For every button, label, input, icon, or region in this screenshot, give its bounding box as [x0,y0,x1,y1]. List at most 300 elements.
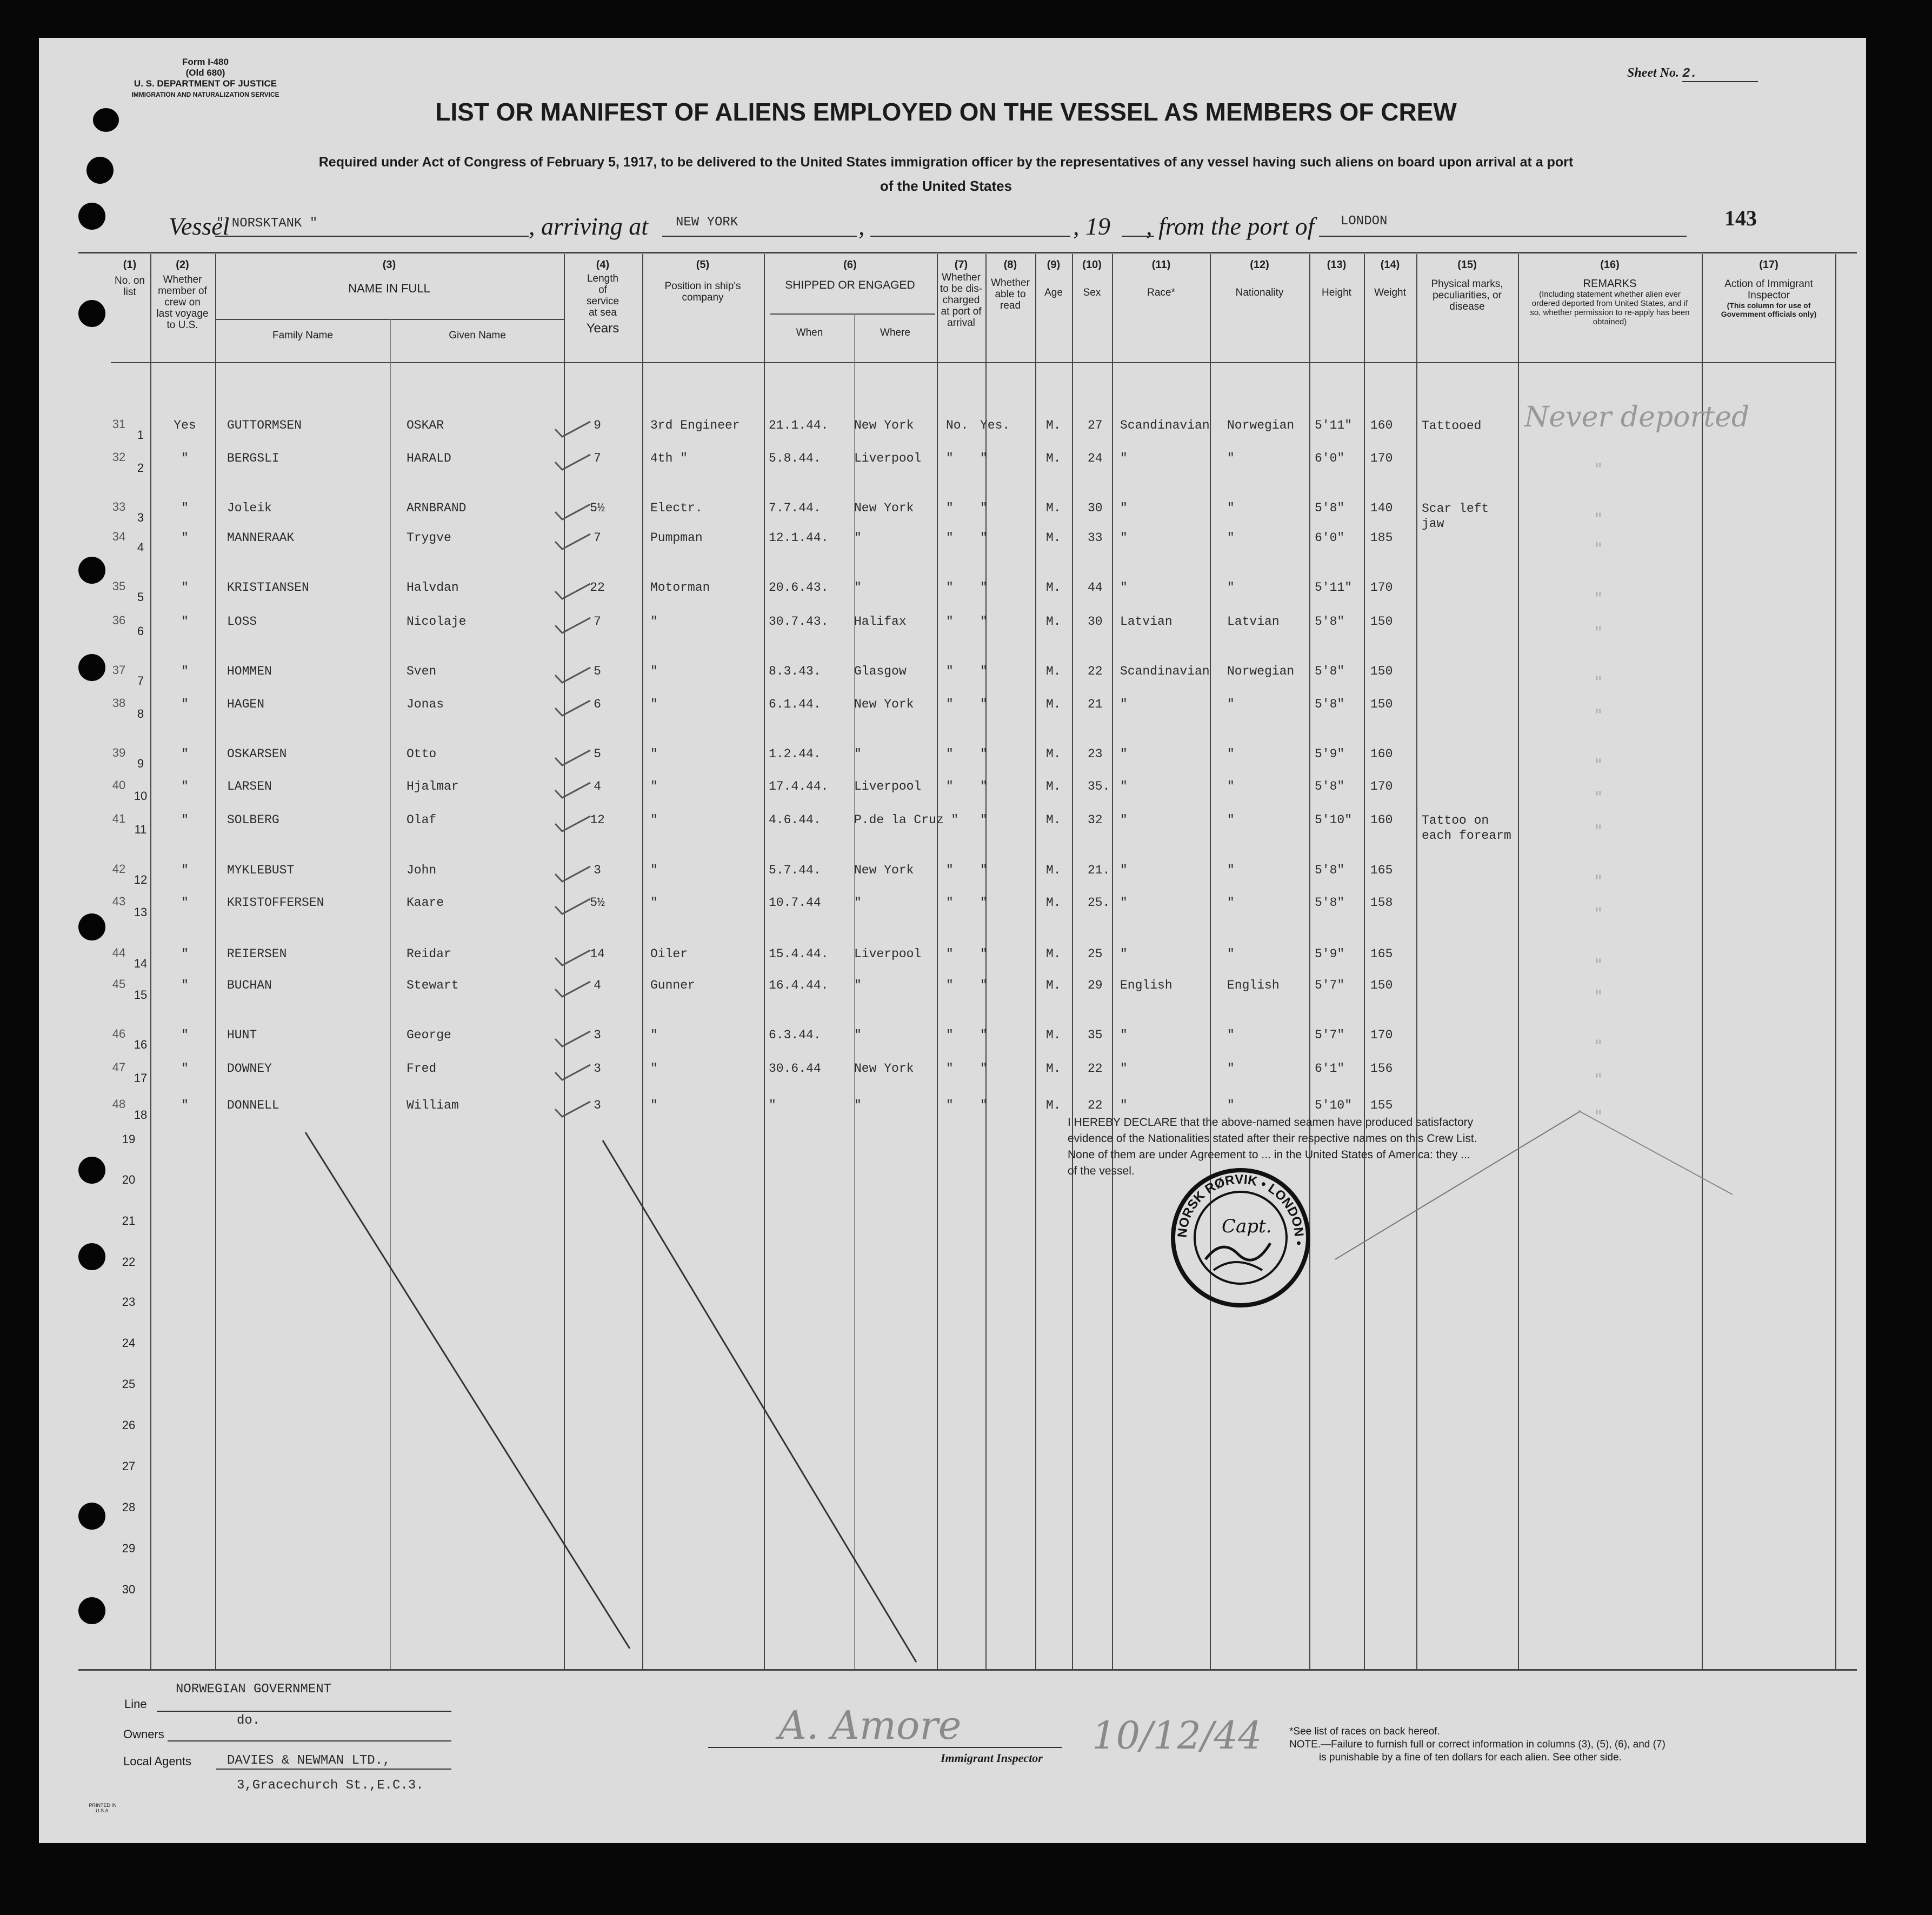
cell-race: " [1120,813,1128,827]
col-header-15: (15) Physical marks, peculiarities, or disease [1431,259,1503,312]
remark-ditto: " [1595,589,1602,608]
remark-ditto: " [1595,904,1602,923]
page-number: 143 [1724,206,1757,230]
inspector-signature: A. Amore [778,1703,962,1748]
cell-when: 15.4.44. [769,947,829,961]
handwritten-row-number: 33 [112,500,126,513]
cell-years: 5½ [590,501,605,515]
cell-height: 5'11" [1315,418,1353,432]
cell-age: 27 [1088,418,1103,432]
row-number: 17 [134,1071,148,1085]
cell-sex: M. [1046,697,1061,711]
cell-family: REIERSEN [227,947,287,961]
cell-read: " [980,1062,988,1076]
cell-read: " [980,664,988,678]
row-number: 22 [122,1255,136,1269]
declaration-text: I HEREBY DECLARE that the above-named seamen have produced satisfactory evidence of the Nationalities stated after their respective names on this Crew List. None of them are under Agreement to ... in the United States of America: they ... of the vessel. [1068,1116,1477,1177]
cell-family: Joleik [227,501,272,515]
cell-race: " [1120,580,1128,595]
form-old-number: (Old 680) [185,68,225,78]
cell-sex: M. [1046,418,1061,432]
cell-weight: 170 [1370,779,1393,793]
cell-weight: 170 [1370,451,1393,465]
cell-given: William [407,1098,459,1112]
row-number: 29 [122,1542,136,1555]
agents-underline [216,1769,451,1770]
cell-where: New York [854,1062,914,1076]
handwritten-row-number: 42 [112,862,126,876]
cell-age: 35 [1088,1028,1103,1042]
remark-ditto: " [1595,788,1602,807]
cell-age: 25. [1088,896,1110,910]
cell-nat: " [1227,779,1235,793]
remark-ditto: " [1595,510,1602,529]
cell-read: " [980,978,988,992]
cell-disch: " [946,863,954,877]
cell-years: 4 [594,978,601,992]
cell-nat: " [1227,1098,1235,1112]
cell-sex: M. [1046,1028,1061,1042]
cell-sex: M. [1046,978,1061,992]
cell-age: 30 [1088,615,1103,629]
remark-ditto: " [1595,956,1602,975]
cell-age: 44 [1088,580,1103,595]
cell-sex: M. [1046,664,1061,678]
cell-read: " [980,580,988,595]
cell-disch: " [946,896,954,910]
manifest-title: LIST OR MANIFEST OF ALIENS EMPLOYED ON THE VESSEL AS MEMBERS OF CREW [435,98,1457,126]
cell-disch: " [946,531,954,545]
cell-nat: " [1227,1028,1235,1042]
cell-weight: 165 [1370,947,1393,961]
cell-weight: 185 [1370,531,1393,545]
row-number: 23 [122,1295,136,1309]
cell-disch: " [946,747,954,761]
cell-sex: M. [1046,451,1061,465]
handwritten-row-number: 48 [112,1097,126,1111]
cell-read: " [980,779,988,793]
cell-age: 30 [1088,501,1103,515]
cell-years: 12 [590,813,605,827]
row-number: 15 [134,988,148,1002]
handwritten-row-number: 47 [112,1060,126,1074]
cell-sex: M. [1046,779,1061,793]
cell-weight: 165 [1370,863,1393,877]
row-number: 1 [137,428,144,442]
strike-line [305,1132,630,1649]
cell-race: " [1120,1098,1128,1112]
cell-last: " [181,615,189,629]
cell-disch: " [946,615,954,629]
cell-last: " [181,779,189,793]
cell-last: " [181,813,189,827]
row-number: 14 [134,957,148,970]
col-header-10: (10) Sex [1082,259,1102,298]
cell-nat: " [1227,813,1235,827]
remark-ditto: " [1595,706,1602,725]
arriving-port: NEW YORK [676,215,738,230]
cell-height: 5'8" [1315,779,1345,793]
cell-position: " [650,664,658,678]
sheet-number-value: 2. [1682,66,1758,82]
cell-family: KRISTOFFERSEN [227,896,324,910]
cell-given: ARNBRAND [407,501,467,515]
cell-where: " [854,978,862,992]
inspector-underline [708,1747,1062,1748]
cell-sex: M. [1046,501,1061,515]
handwritten-row-number: 37 [112,663,126,677]
cell-read: " [980,697,988,711]
stamp-center-text: Capt. [1222,1216,1272,1237]
remark-ditto: " [1595,872,1602,891]
cell-weight: 150 [1370,664,1393,678]
remark-ditto: " [1595,673,1602,692]
cell-family: LARSEN [227,779,272,793]
cell-years: 4 [594,779,601,793]
cell-years: 5 [594,747,601,761]
cell-nat: Norwegian [1227,418,1295,432]
cell-disch: " [946,501,954,515]
cell-race: " [1120,896,1128,910]
row-number: 16 [134,1038,148,1051]
row-number: 24 [122,1336,136,1350]
cell-age: 33 [1088,531,1103,545]
cell-when: 16.4.44. [769,978,829,992]
cell-where: New York [854,418,914,432]
col-header-5: (5) Position in ship's company [664,259,741,303]
cell-read: Yes. [980,418,1010,432]
cell-weight: 140 [1370,501,1393,515]
cell-age: 21. [1088,863,1110,877]
row-number: 5 [137,590,144,604]
cell-given: Jonas [407,697,444,711]
cell-nat: " [1227,697,1235,711]
cell-height: 5'7" [1315,1028,1345,1042]
cell-nat: " [1227,531,1235,545]
cell-where: Liverpool [854,451,922,465]
cell-position: Gunner [650,978,695,992]
cell-where: " [854,531,862,545]
handwritten-row-number: 32 [112,450,126,464]
cell-race: " [1120,501,1128,515]
cell-height: 5'8" [1315,501,1345,515]
cell-age: 21 [1088,697,1103,711]
cell-family: MYKLEBUST [227,863,295,877]
cell-weight: 170 [1370,580,1393,595]
cell-family: BUCHAN [227,978,272,992]
line-label: Line [124,1697,147,1711]
cell-nat: Norwegian [1227,664,1295,678]
cell-family: LOSS [227,615,257,629]
cell-position: Pumpman [650,531,703,545]
cell-given: HARALD [407,451,451,465]
handwritten-row-number: 44 [112,946,126,959]
cell-height: 6'1" [1315,1062,1345,1076]
cell-disch: " [946,580,954,595]
cell-race: English [1120,978,1172,992]
cell-marks: Scar left jaw [1422,502,1489,531]
cell-given: Olaf [407,813,437,827]
cell-when: 4.6.44. [769,813,821,827]
col-header-3a: Family Name [272,330,333,341]
year-label: , 19 [1073,212,1110,240]
cell-race: " [1120,451,1128,465]
cell-when: 6.3.44. [769,1028,821,1042]
agents-value: DAVIES & NEWMAN LTD., [227,1753,391,1768]
cell-weight: 156 [1370,1062,1393,1076]
remark-ditto: " [1595,822,1602,840]
cell-given: Fred [407,1062,437,1076]
cell-where: " [854,580,862,595]
cell-height: 5'8" [1315,896,1345,910]
cell-last: " [181,501,189,515]
cell-last: " [181,1028,189,1042]
cell-sex: M. [1046,1098,1061,1112]
cell-read: " [980,947,988,961]
row-number: 6 [137,624,144,638]
cell-race: " [1120,1062,1128,1076]
cell-family: DOWNEY [227,1062,272,1076]
cell-read: " [980,863,988,877]
cell-position: " [650,779,658,793]
row-number: 18 [134,1108,148,1122]
cell-nat: " [1227,747,1235,761]
sheet-number-label: Sheet No. [1627,66,1679,80]
cell-disch: " [946,664,954,678]
row-number: 21 [122,1214,136,1227]
cell-age: 25 [1088,947,1103,961]
handwritten-row-number: 39 [112,746,126,759]
remark-ditto: " [1595,539,1602,558]
cell-age: 29 [1088,978,1103,992]
cell-disch: " [946,697,954,711]
cell-given: George [407,1028,451,1042]
cell-height: 5'10" [1315,1098,1353,1112]
cell-years: 3 [594,1062,601,1076]
col-header-8: (8) Whether able to read [991,259,1030,311]
handwritten-row-number: 45 [112,977,126,991]
cell-position: " [650,813,658,827]
cell-height: 6'0" [1315,451,1345,465]
row-number: 13 [134,905,148,919]
cell-position: " [650,863,658,877]
date-comma: , [858,212,865,240]
cell-position: Oiler [650,947,688,961]
inspection-date: 10/12/44 [1092,1713,1262,1758]
cell-nat: " [1227,1062,1235,1076]
cell-years: 22 [590,580,605,595]
cell-given: Sven [407,664,437,678]
cell-where: Liverpool [854,947,922,961]
cell-race: Latvian [1120,615,1172,629]
row-number: 2 [137,461,144,475]
cell-when: 1.2.44. [769,747,821,761]
cell-given: Trygve [407,531,451,545]
cell-years: 3 [594,1028,601,1042]
cell-when: 20.6.43. [769,580,829,595]
remark-ditto: " [1595,1037,1602,1056]
remark-ditto: " [1595,460,1602,479]
col-header-3b: Given Name [449,330,506,341]
races-note: *See list of races on back hereof. [1289,1726,1440,1737]
cell-position: " [650,1098,658,1112]
cell-years: 3 [594,1098,601,1112]
cell-disch: " [946,1098,954,1112]
row-number: 11 [134,823,147,836]
row-number: 3 [137,511,144,524]
cell-position: Electr. [650,501,703,515]
cell-last: " [181,747,189,761]
cell-weight: 160 [1370,813,1393,827]
cell-years: 9 [594,418,601,432]
cell-read: " [980,813,988,827]
cell-nat: " [1227,947,1235,961]
cell-weight: 150 [1370,697,1393,711]
cell-sex: M. [1046,580,1061,595]
cell-years: 14 [590,947,605,961]
cell-last: " [181,1062,189,1076]
subtitle-line-2: of the United States [880,178,1012,194]
handwritten-row-number: 31 [112,417,126,431]
cell-sex: M. [1046,813,1061,827]
col-header-6b: Where [880,327,910,338]
cell-last: " [181,580,189,595]
fine-note: is punishable by a fine of ten dollars for each alien. See other side. [1319,1752,1622,1763]
cell-last: " [181,978,189,992]
cell-where: " [854,1098,862,1112]
handwritten-row-number: 43 [112,895,126,908]
cell-last: " [181,697,189,711]
col-header-17: (17) Action of Immigrant Inspector (This column for use of Government officials only) [1721,259,1817,318]
col-header-3: (3) NAME IN FULL [348,259,430,295]
cell-disch: " [946,451,954,465]
cell-family: SOLBERG [227,813,279,827]
cell-given: Reidar [407,947,451,961]
cell-when: 7.7.44. [769,501,821,515]
cell-height: 5'9" [1315,947,1345,961]
cell-read: " [980,1028,988,1042]
row-number: 30 [122,1583,136,1596]
cell-when: 8.3.43. [769,664,821,678]
departure-port: LONDON [1341,214,1388,229]
remark-ditto: " [1595,1070,1602,1089]
cell-given: Stewart [407,978,459,992]
remark-ditto: " [1595,756,1602,775]
cell-position: " [650,615,658,629]
cell-where: " [854,747,862,761]
cell-last: " [181,863,189,877]
col-header-4: (4) Length of service at sea Years [586,259,619,336]
owners-label: Owners [123,1727,164,1741]
row-number: 28 [122,1500,136,1514]
cell-age: 24 [1088,451,1103,465]
cell-height: 5'8" [1315,863,1345,877]
cell-read: " [980,501,988,515]
failure-note: NOTE.—Failure to furnish full or correct information in columns (3), (5), (6), and (7) [1289,1739,1665,1750]
vessel-name: " NORSKTANK " [216,216,318,231]
cell-nat: " [1227,580,1235,595]
cell-race: Scandinavian [1120,418,1210,432]
cell-where: New York [854,697,914,711]
cell-years: 5 [594,664,601,678]
cell-height: 5'8" [1315,697,1345,711]
cell-nat: " [1227,501,1235,515]
agents-address: 3,Gracechurch St.,E.C.3. [237,1778,424,1793]
cell-given: OSKAR [407,418,444,432]
line-underline [157,1711,451,1712]
cell-position: " [650,1028,658,1042]
cell-sex: M. [1046,615,1061,629]
cell-sex: M. [1046,1062,1061,1076]
cell-disch: " [946,779,954,793]
cell-read: " [980,451,988,465]
cell-read: " [980,896,988,910]
cell-position: " [650,747,658,761]
cell-weight: 158 [1370,896,1393,910]
handwritten-row-number: 38 [112,696,126,710]
cell-height: 5'8" [1315,664,1345,678]
cell-family: MANNERAAK [227,531,295,545]
printed-mark: PRINTED IN U.S.A. [89,1803,117,1813]
cell-race: " [1120,779,1128,793]
cell-marks: Tattooed [1422,419,1482,433]
cell-weight: 170 [1370,1028,1393,1042]
cell-years: 6 [594,697,601,711]
cell-age: 32 [1088,813,1103,827]
cell-when: 21.1.44. [769,418,829,432]
cell-race: " [1120,863,1128,877]
cell-race: " [1120,1028,1128,1042]
cell-years: 7 [594,531,601,545]
cell-nat: " [1227,863,1235,877]
cell-disch: " [946,947,954,961]
cell-weight: 155 [1370,1098,1393,1112]
cell-given: Otto [407,747,437,761]
cell-family: HAGEN [227,697,265,711]
cell-where: " [854,1028,862,1042]
cell-nat: Latvian [1227,615,1280,629]
cell-position: " [650,896,658,910]
row-number: 12 [134,873,148,886]
owners-underline [168,1740,451,1741]
cell-age: 35. [1088,779,1110,793]
handwritten-row-number: 46 [112,1027,126,1040]
handwritten-row-number: 40 [112,778,126,792]
cell-sex: M. [1046,947,1061,961]
cell-when: 30.7.43. [769,615,829,629]
cell-years: 3 [594,863,601,877]
cell-sex: M. [1046,896,1061,910]
cell-disch: " [946,978,954,992]
cell-when: 10.7.44 [769,896,821,910]
remark-ditto: " [1595,1107,1602,1126]
remark-ditto: " [1595,623,1602,642]
cell-height: 5'8" [1315,615,1345,629]
ship-stamp [1168,1167,1314,1308]
cell-given: Hjalmar [407,779,459,793]
cell-disch: No. [946,418,969,432]
cell-position: " [650,697,658,711]
cell-when: 5.8.44. [769,451,821,465]
cell-read: " [980,531,988,545]
stamp-ring-text: NORSK RØRVIK • LONDON • [1175,1172,1307,1246]
cell-family: GUTTORMSEN [227,418,302,432]
cell-years: 7 [594,615,601,629]
cell-given: Nicolaje [407,615,467,629]
cell-position: Motorman [650,580,710,595]
arriving-label: , arriving at [529,212,649,240]
cell-where: Halifax [854,615,907,629]
